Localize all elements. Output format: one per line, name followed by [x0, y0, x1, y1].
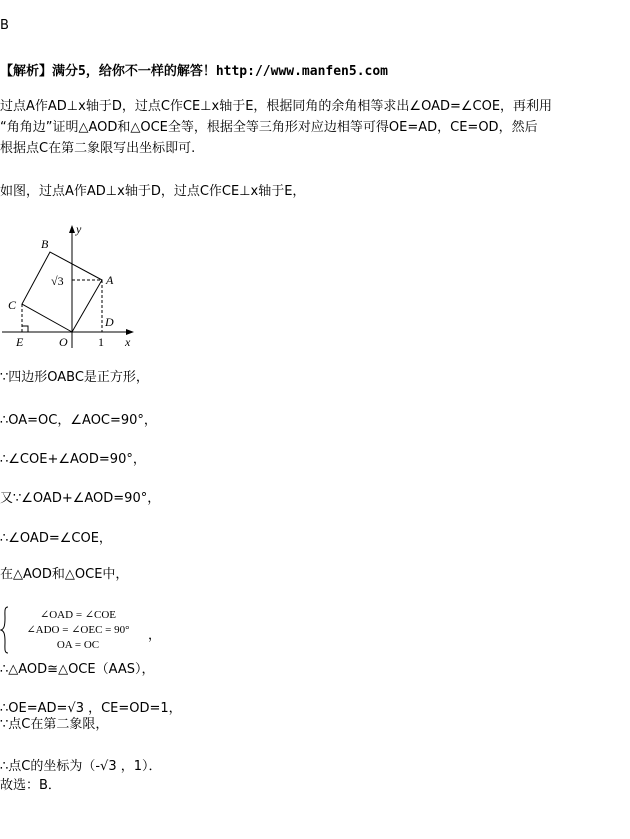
equation-system	[0, 606, 200, 654]
system-row-2: ∠ADO = ∠OEC = 90°	[26, 624, 130, 636]
step-5: ∴∠OAD=∠COE，	[0, 531, 112, 546]
label-c: C	[8, 298, 17, 312]
square-coordinate-figure	[0, 222, 150, 352]
label-one: 1	[98, 335, 104, 349]
intro-line-2: “角角边”证明△AOD和△OCE全等，根据全等三角形对应边相等可得OE=AD，CE=OD，然后	[0, 120, 538, 135]
square-oabc	[22, 252, 102, 332]
step-2: ∴OA=OC，∠AOC=90°，	[0, 413, 157, 428]
conclusion-4: ∴点C的坐标为（-√3 ，1）．	[0, 759, 162, 774]
system-row-3: OA = OC	[56, 639, 100, 651]
system-trailing-comma: ，	[148, 628, 162, 643]
label-e: E	[16, 335, 24, 349]
conclusion-3: ∵点C在第二象限，	[0, 717, 109, 732]
label-d: D	[105, 315, 114, 329]
label-sqrt3: √3	[51, 274, 64, 288]
analysis-header: 【解析】满分5，给你不一样的解答！http://www.manfen5.com	[0, 64, 389, 79]
label-x: x	[125, 335, 131, 349]
step-6: 在△AOD和△OCE中，	[0, 567, 129, 582]
figure-intro: 如图，过点A作AD⊥x轴于D，过点C作CE⊥x轴于E，	[0, 184, 306, 199]
label-a: A	[106, 273, 114, 287]
label-b: B	[41, 237, 49, 251]
answer-letter: B	[0, 18, 9, 33]
right-angle-mark-e	[22, 326, 28, 332]
step-4: 又∵∠OAD+∠AOD=90°，	[0, 491, 161, 506]
step-3: ∴∠COE+∠AOD=90°，	[0, 452, 146, 467]
step-1: ∵四边形OABC是正方形，	[0, 370, 149, 385]
intro-line-3: 根据点C在第二象限写出坐标即可.	[0, 141, 196, 156]
y-axis-arrow	[69, 225, 75, 233]
conclusion-1: ∴△AOD≅△OCE（AAS），	[0, 662, 155, 677]
label-o: O	[59, 335, 68, 349]
intro-line-1: 过点A作AD⊥x轴于D，过点C作CE⊥x轴于E，根据同角的余角相等求出∠OAD=∠COE，再利用	[0, 99, 553, 114]
system-row-1: ∠OAD = ∠COE	[40, 609, 116, 621]
conclusion-2: ∴OE=AD=√3 ，CE=OD=1，	[0, 701, 182, 716]
label-y: y	[76, 222, 82, 236]
conclusion-5: 故选：B．	[0, 778, 61, 793]
